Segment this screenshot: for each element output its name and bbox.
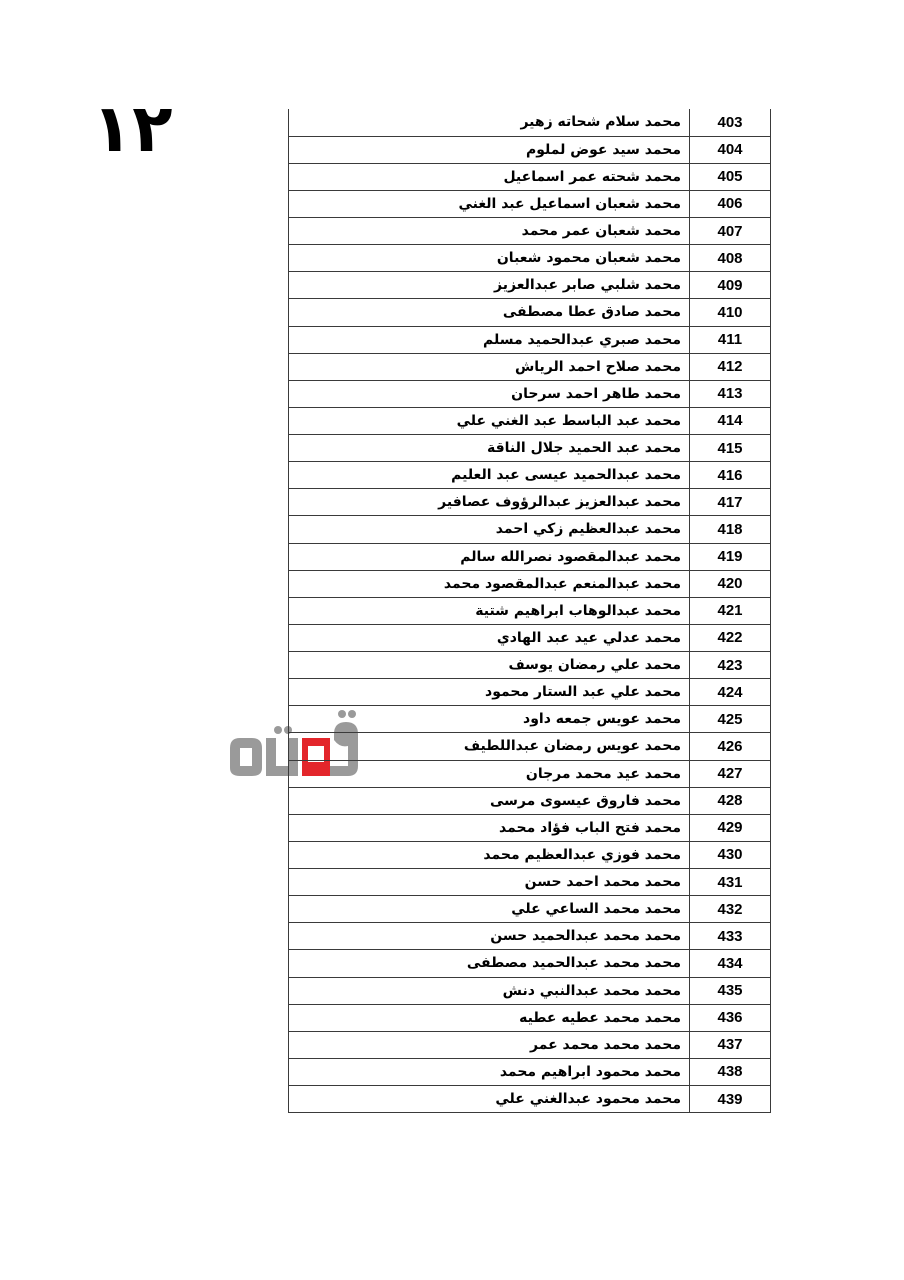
serial-number-cell: 436	[690, 1004, 771, 1031]
person-name-cell: محمد محمود عبدالغني علي	[289, 1086, 690, 1113]
table-row	[289, 163, 771, 190]
table-row	[289, 407, 771, 434]
person-name-cell: محمد محمود ابراهيم محمد	[289, 1058, 690, 1085]
table-row	[289, 299, 771, 326]
person-name-cell: محمد شعبان عمر محمد	[289, 218, 690, 245]
person-name-cell: محمد صادق عطا مصطفى	[289, 299, 690, 326]
table-row	[289, 733, 771, 760]
person-name-cell: محمد شلبي صابر عبدالعزيز	[289, 272, 690, 299]
table-row	[289, 814, 771, 841]
serial-number-cell: 438	[690, 1058, 771, 1085]
person-name-cell: محمد علي عبد الستار محمود	[289, 679, 690, 706]
table-row	[289, 923, 771, 950]
serial-number-cell: 434	[690, 950, 771, 977]
table-row	[289, 245, 771, 272]
serial-number-cell: 415	[690, 435, 771, 462]
person-name-cell: محمد عويس جمعه داود	[289, 706, 690, 733]
serial-number-cell: 403	[690, 109, 771, 136]
serial-number-cell: 411	[690, 326, 771, 353]
serial-number-cell: 423	[690, 652, 771, 679]
person-name-cell: محمد شعبان اسماعيل عبد الغني	[289, 190, 690, 217]
page-number: ١٢	[92, 90, 173, 167]
serial-number-cell: 407	[690, 218, 771, 245]
person-name-cell: محمد عيد محمد مرجان	[289, 760, 690, 787]
table-row	[289, 760, 771, 787]
table-row	[289, 462, 771, 489]
table-row	[289, 652, 771, 679]
table-row	[289, 624, 771, 651]
serial-number-cell: 427	[690, 760, 771, 787]
table-row	[289, 1031, 771, 1058]
serial-number-cell: 405	[690, 163, 771, 190]
serial-number-cell: 428	[690, 787, 771, 814]
serial-number-cell: 417	[690, 489, 771, 516]
person-name-cell: محمد فتح الباب فؤاد محمد	[289, 814, 690, 841]
serial-number-cell: 435	[690, 977, 771, 1004]
person-name-cell: محمد عبدالمقصود نصرالله سالم	[289, 543, 690, 570]
person-name-cell: محمد محمد عبدالنبي دنش	[289, 977, 690, 1004]
table-row	[289, 869, 771, 896]
serial-number-cell: 406	[690, 190, 771, 217]
table-row	[289, 841, 771, 868]
serial-number-cell: 419	[690, 543, 771, 570]
table-row	[289, 787, 771, 814]
serial-number-cell: 433	[690, 923, 771, 950]
person-name-cell: محمد عبدالمنعم عبدالمقصود محمد	[289, 570, 690, 597]
person-name-cell: محمد محمد عبدالحميد حسن	[289, 923, 690, 950]
serial-number-cell: 432	[690, 896, 771, 923]
serial-number-cell: 425	[690, 706, 771, 733]
table-row	[289, 190, 771, 217]
table-row	[289, 353, 771, 380]
serial-number-cell: 439	[690, 1086, 771, 1113]
person-name-cell: محمد عويس رمضان عبداللطيف	[289, 733, 690, 760]
serial-number-cell: 410	[690, 299, 771, 326]
person-name-cell: محمد عبد الباسط عبد الغني علي	[289, 407, 690, 434]
table-row	[289, 896, 771, 923]
table-row	[289, 136, 771, 163]
person-name-cell: محمد عبدالحميد عيسى عبد العليم	[289, 462, 690, 489]
person-name-cell: محمد طاهر احمد سرحان	[289, 380, 690, 407]
table-row	[289, 1058, 771, 1085]
serial-number-cell: 418	[690, 516, 771, 543]
serial-number-cell: 409	[690, 272, 771, 299]
serial-number-cell: 424	[690, 679, 771, 706]
serial-number-cell: 430	[690, 841, 771, 868]
table-row	[289, 977, 771, 1004]
table-row	[289, 435, 771, 462]
table-row	[289, 109, 771, 136]
serial-number-cell: 414	[690, 407, 771, 434]
serial-number-cell: 422	[690, 624, 771, 651]
table-row	[289, 380, 771, 407]
person-name-cell: محمد محمد الساعي علي	[289, 896, 690, 923]
person-name-cell: محمد شعبان محمود شعبان	[289, 245, 690, 272]
serial-number-cell: 404	[690, 136, 771, 163]
serial-number-cell: 413	[690, 380, 771, 407]
table-row	[289, 489, 771, 516]
person-name-cell: محمد محمد محمد عمر	[289, 1031, 690, 1058]
names-table-body	[289, 109, 771, 1113]
table-row	[289, 1004, 771, 1031]
table-row	[289, 1086, 771, 1113]
person-name-cell: محمد عبد الحميد جلال الناقة	[289, 435, 690, 462]
person-name-cell: محمد عبدالوهاب ابراهيم شتية	[289, 597, 690, 624]
person-name-cell: محمد صلاح احمد الرياش	[289, 353, 690, 380]
serial-number-cell: 412	[690, 353, 771, 380]
table-row	[289, 516, 771, 543]
serial-number-cell: 426	[690, 733, 771, 760]
person-name-cell: محمد عبدالعزيز عبدالرؤوف عصافير	[289, 489, 690, 516]
names-table	[288, 109, 771, 1113]
person-name-cell: محمد سيد عوض لملوم	[289, 136, 690, 163]
serial-number-cell: 416	[690, 462, 771, 489]
person-name-cell: محمد محمد احمد حسن	[289, 869, 690, 896]
person-name-cell: محمد شحته عمر اسماعيل	[289, 163, 690, 190]
serial-number-cell: 421	[690, 597, 771, 624]
person-name-cell: محمد فوزي عبدالعظيم محمد	[289, 841, 690, 868]
person-name-cell: محمد فاروق عيسوى مرسى	[289, 787, 690, 814]
person-name-cell: محمد صبري عبدالحميد مسلم	[289, 326, 690, 353]
table-row	[289, 706, 771, 733]
person-name-cell: محمد عبدالعظيم زكي احمد	[289, 516, 690, 543]
table-row	[289, 543, 771, 570]
person-name-cell: محمد محمد عبدالحميد مصطفى	[289, 950, 690, 977]
person-name-cell: محمد عدلي عيد عبد الهادي	[289, 624, 690, 651]
serial-number-cell: 431	[690, 869, 771, 896]
table-row	[289, 679, 771, 706]
table-row	[289, 218, 771, 245]
table-row	[289, 570, 771, 597]
person-name-cell: محمد محمد عطيه عطيه	[289, 1004, 690, 1031]
table-row	[289, 950, 771, 977]
table-row	[289, 597, 771, 624]
person-name-cell: محمد علي رمضان يوسف	[289, 652, 690, 679]
serial-number-cell: 408	[690, 245, 771, 272]
serial-number-cell: 420	[690, 570, 771, 597]
person-name-cell: محمد سلام شحاته زهير	[289, 109, 690, 136]
serial-number-cell: 429	[690, 814, 771, 841]
table-row	[289, 272, 771, 299]
serial-number-cell: 437	[690, 1031, 771, 1058]
table-row	[289, 326, 771, 353]
